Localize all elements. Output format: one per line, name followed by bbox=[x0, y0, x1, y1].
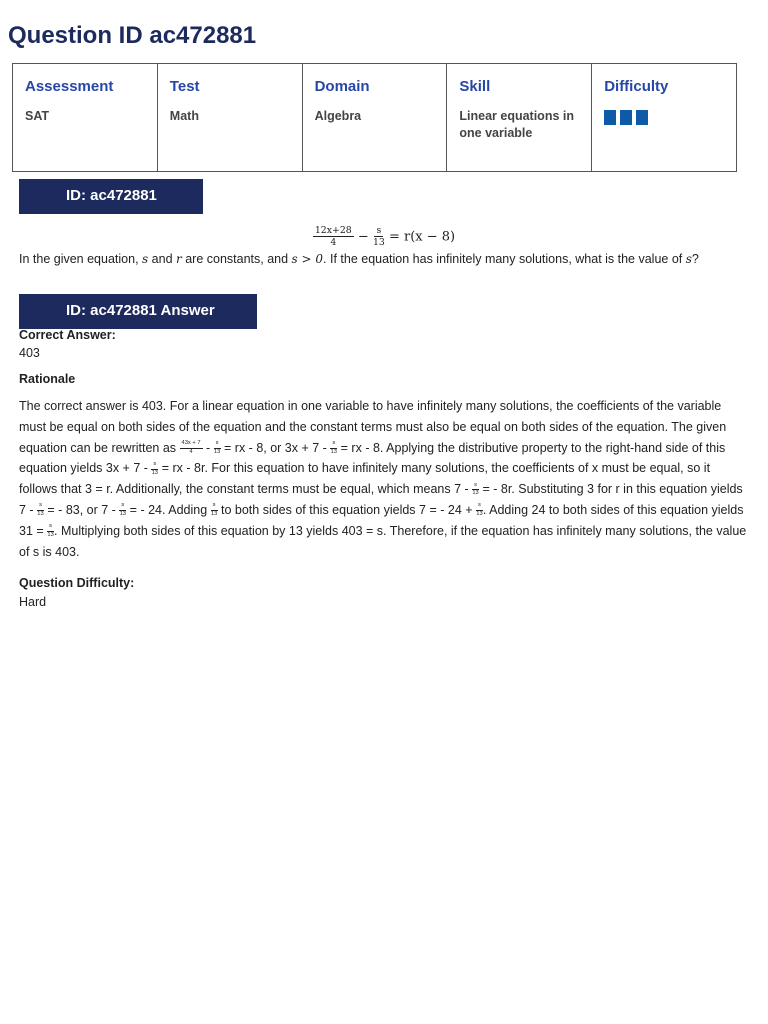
meta-cell-assessment bbox=[13, 64, 158, 172]
difficulty-block bbox=[636, 110, 648, 125]
inline-fraction: $\frac{s}{13}$ bbox=[330, 440, 337, 455]
math-var: r bbox=[176, 252, 182, 266]
math-var: s bbox=[685, 252, 692, 266]
inline-fraction: $\frac{s}{13}$ bbox=[151, 460, 159, 476]
fraction-denominator: 4 bbox=[330, 237, 337, 249]
fraction-numerator: 12x+28 bbox=[314, 225, 352, 236]
meta-header-test: Test bbox=[169, 78, 200, 95]
question-text: In the given equation, s and r are constants, and s > 0. If the equation has infinitely many solutions, what is the value of s? bbox=[19, 252, 699, 266]
difficulty-indicator bbox=[604, 108, 724, 125]
question-difficulty-label: Question Difficulty: bbox=[19, 576, 135, 590]
meta-value-domain: Algebra bbox=[314, 109, 362, 123]
equation-minus: − bbox=[357, 229, 369, 245]
fraction-denominator: 13 bbox=[372, 237, 385, 249]
math-inequality: s > 0 bbox=[291, 252, 324, 266]
inline-fraction: $\frac{s}{13}$ bbox=[47, 523, 54, 538]
meta-value-test: Math bbox=[169, 109, 199, 123]
question-meta-table bbox=[12, 63, 737, 172]
inline-fraction: $\frac{s}{13}$ bbox=[476, 502, 483, 518]
meta-header-domain: Domain bbox=[314, 78, 370, 95]
inline-fraction: $\frac{s}{13}$ bbox=[37, 502, 44, 518]
meta-header-difficulty: Difficulty bbox=[604, 78, 669, 95]
answer-id-banner: ID: ac472881 Answer bbox=[19, 294, 257, 329]
rationale-text: The correct answer is 403. For a linear equation in one variable to have infinitely many solutions, the coefficients of the variable must be equal on both sides of the equation and the constant terms must also be equal on both sides of the equation. The given equation can be rewritten as $\frac{43x + 7}{4}$ - $\frac{s}{13}$ = rx - 8, or 3x + 7 - $\frac{s}{13}$ = rx - 8. Applying the distributive property to the right-hand side of this equation yields 3x + 7 - $\frac{s}{13}$ = rx - 8r. For this equation to have infinitely many solutions, the coefficients of x must be equal, so it follows that 3 = r. Additionally, the constant terms must be equal, which means 7 - $\frac{s}{13}$ = - 8r. Substituting 3 for r in this equation yields 7 - $\frac{s}{13}$ = - 83, or 7 - $\frac{s}{13}$ = - 24. Adding $\frac{s}{13}$ to both sides of this equation yields 7 = - 24 + $\frac{s}{13}$ . Adding 24 to both sides of this equation yields 31 = $\frac{s}{13}$ . Multiplying both sides of this equation by 13 yields 403 = s. Therefore, if the equation has infinitely many solutions, the value of s is 403. bbox=[19, 399, 747, 559]
inline-fraction: $\frac{s}{13}$ bbox=[119, 502, 126, 518]
meta-cell-difficulty bbox=[592, 64, 737, 172]
inline-fraction: $\frac{s}{13}$ bbox=[213, 440, 221, 455]
question-difficulty-value: Hard bbox=[19, 595, 47, 609]
equation-fraction bbox=[313, 226, 354, 248]
fraction-numerator: s bbox=[376, 225, 382, 236]
meta-cell-domain bbox=[302, 64, 447, 172]
inline-fraction: $\frac{s}{13}$ bbox=[472, 481, 479, 497]
rationale-label: Rationale bbox=[19, 372, 76, 386]
correct-answer-value: 403 bbox=[19, 346, 40, 360]
page-title: Question ID ac472881 bbox=[8, 22, 257, 49]
meta-cell-skill bbox=[447, 64, 592, 172]
math-var: s bbox=[142, 252, 149, 266]
meta-header-skill: Skill bbox=[459, 78, 491, 95]
inline-fraction: $\frac{43x + 7}{4}$ bbox=[181, 440, 201, 455]
difficulty-block bbox=[620, 110, 632, 125]
equation-rhs: = r(x − 8) bbox=[388, 229, 456, 245]
equation-fraction bbox=[373, 226, 385, 248]
meta-value-skill: Linear equations in one variable bbox=[459, 109, 574, 140]
meta-header-assessment: Assessment bbox=[25, 78, 114, 95]
inline-fraction: $\frac{s}{13}$ bbox=[210, 502, 218, 518]
meta-cell-test bbox=[157, 64, 302, 172]
difficulty-block bbox=[604, 110, 616, 125]
question-id-banner: ID: ac472881 bbox=[19, 179, 203, 214]
correct-answer-label: Correct Answer: bbox=[19, 328, 116, 342]
given-equation bbox=[0, 226, 768, 248]
meta-value-assessment: SAT bbox=[25, 109, 50, 123]
